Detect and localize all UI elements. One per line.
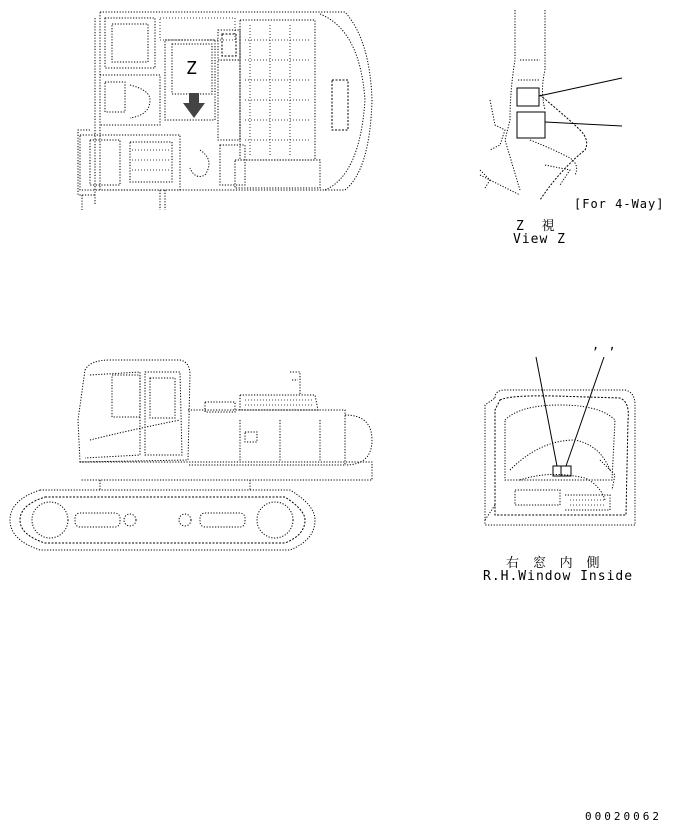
machine-top-view: [78, 12, 372, 210]
rh-window-ticks: , ,: [592, 338, 617, 352]
view-z-title-jp: Z 視: [516, 219, 556, 234]
view-z-detail: [480, 10, 587, 200]
view-z-note: [For 4-Way]: [574, 197, 665, 211]
rh-window-title-jp: 右 窓 内 側: [506, 556, 601, 571]
leader-line-right: [566, 357, 604, 466]
leader-line-left: [536, 357, 557, 466]
rh-window-title-en: R.H.Window Inside: [483, 569, 634, 584]
leader-line-upper: [539, 78, 622, 96]
rh-window-inside-view: [485, 390, 635, 525]
decal-upper: [517, 88, 539, 106]
view-direction-arrow-icon: [183, 93, 205, 118]
z-marker-label: Z: [186, 58, 198, 79]
decal-lower: [517, 112, 545, 138]
view-z-title-en: View Z: [513, 232, 566, 247]
leader-line-lower: [545, 122, 622, 126]
machine-side-view: [10, 360, 372, 550]
decal-left: [553, 466, 561, 476]
drawing-number: 00020062: [585, 810, 662, 823]
